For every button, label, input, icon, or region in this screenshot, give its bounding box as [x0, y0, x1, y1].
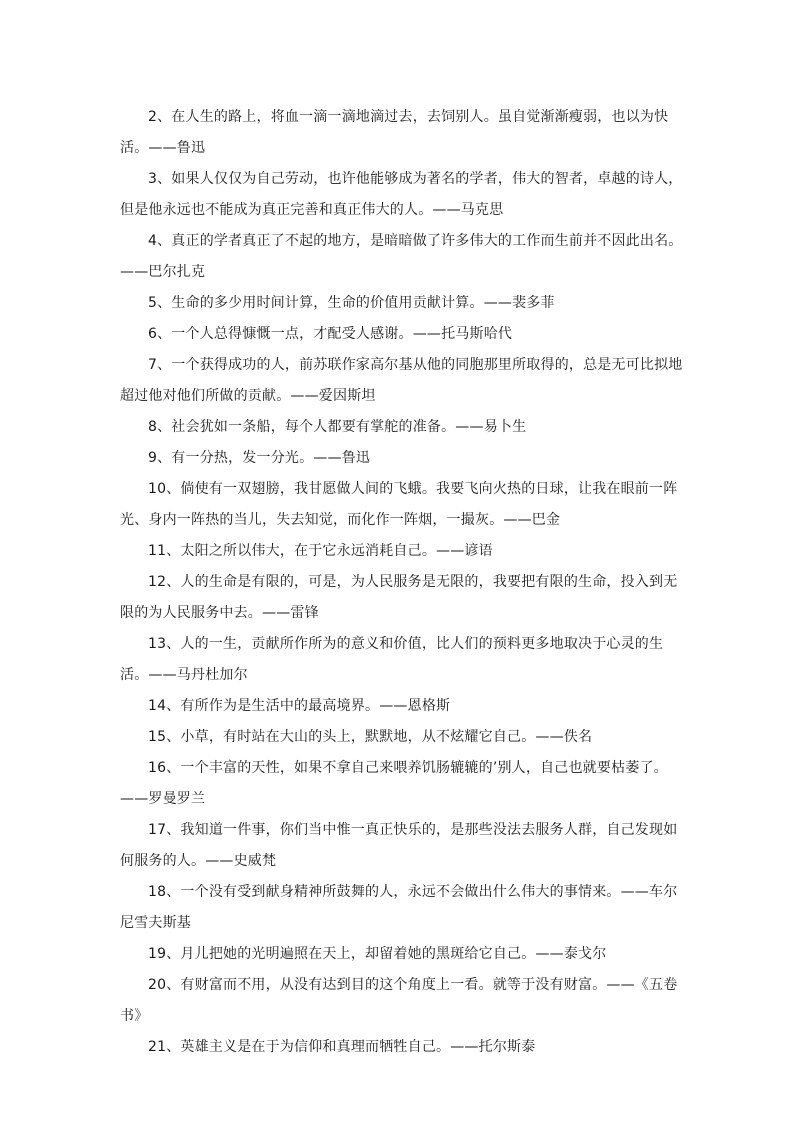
quote-item: 2、在人生的路上，将血一滴一滴地滴过去，去饲别人。虽自觉渐渐瘦弱，也以为快活。——鲁迅: [120, 109, 669, 156]
quote-item: 4、真正的学者真正了不起的地方，是暗暗做了许多伟大的工作而生前并不因此出名。——巴尔扎克: [120, 233, 683, 280]
quote-item: 3、如果人仅仅为自己劳动，也许他能够成为著名的学者，伟大的智者，卓越的诗人，但是他永远也不能成为真正完善和真正伟大的人。——马克思: [120, 171, 683, 218]
quote-item: 15、小草，有时站在大山的头上，默默地，从不炫耀它自己。——佚名: [148, 729, 593, 745]
quote-item: 19、月儿把她的光明遍照在天上，却留着她的黑斑给它自己。——泰戈尔: [148, 946, 607, 962]
quote-item: 11、太阳之所以伟大，在于它永远消耗自己。——谚语: [148, 543, 493, 559]
quote-item: 7、一个获得成功的人，前苏联作家高尔基从他的同胞那里所取得的，总是无可比拟地超过他对他们所做的贡献。——爱因斯坦: [120, 357, 683, 404]
quote-item: 13、人的一生，贡献所作所为的意义和价值，比人们的预料更多地取决于心灵的生活。——马丹杜加尔: [120, 636, 664, 683]
quote-item: 8、社会犹如一条船，每个人都要有掌舵的准备。——易卜生: [148, 419, 527, 435]
quote-item: 14、有所作为是生活中的最高境界。——恩格斯: [148, 698, 451, 714]
quote-item: 5、生命的多少用时间计算，生命的价值用贡献计算。——裴多菲: [148, 295, 555, 311]
quote-item: 10、倘使有一双翅膀，我甘愿做人间的飞蛾。我要飞向火热的日球，让我在眼前一阵光、身内一阵热的当儿，失去知觉，而化作一阵烟，一撮灰。——巴金: [120, 481, 678, 528]
quote-list: [120, 102, 690, 1063]
quote-item: 20、有财富而不用，从没有达到目的这个角度上一看。就等于没有财富。——《五卷书》: [120, 977, 678, 1024]
quote-item: 6、一个人总得慷慨一点，才配受人感谢。——托马斯哈代: [148, 326, 513, 342]
quote-item: 18、一个没有受到献身精神所鼓舞的人，永远不会做出什么伟大的事情来。——车尔尼雪夫斯基: [120, 884, 678, 931]
quote-item: 16、一个丰富的天性，如果不拿自己来喂养饥肠辘辘的’别人，自己也就要枯萎了。——罗曼罗兰: [120, 760, 668, 807]
quote-item: 17、我知道一件事，你们当中惟一真正快乐的，是那些没法去服务人群，自己发现如何服务的人。——史威梵: [120, 822, 678, 869]
quote-item: 9、有一分热，发一分光。——鲁迅: [148, 450, 371, 466]
quote-item: 21、英雄主义是在于为信仰和真理而牺牲自己。——托尔斯泰: [148, 1039, 536, 1055]
quote-item: 12、人的生命是有限的，可是，为人民服务是无限的，我要把有限的生命，投入到无限的为人民服务中去。——雷锋: [120, 574, 678, 621]
